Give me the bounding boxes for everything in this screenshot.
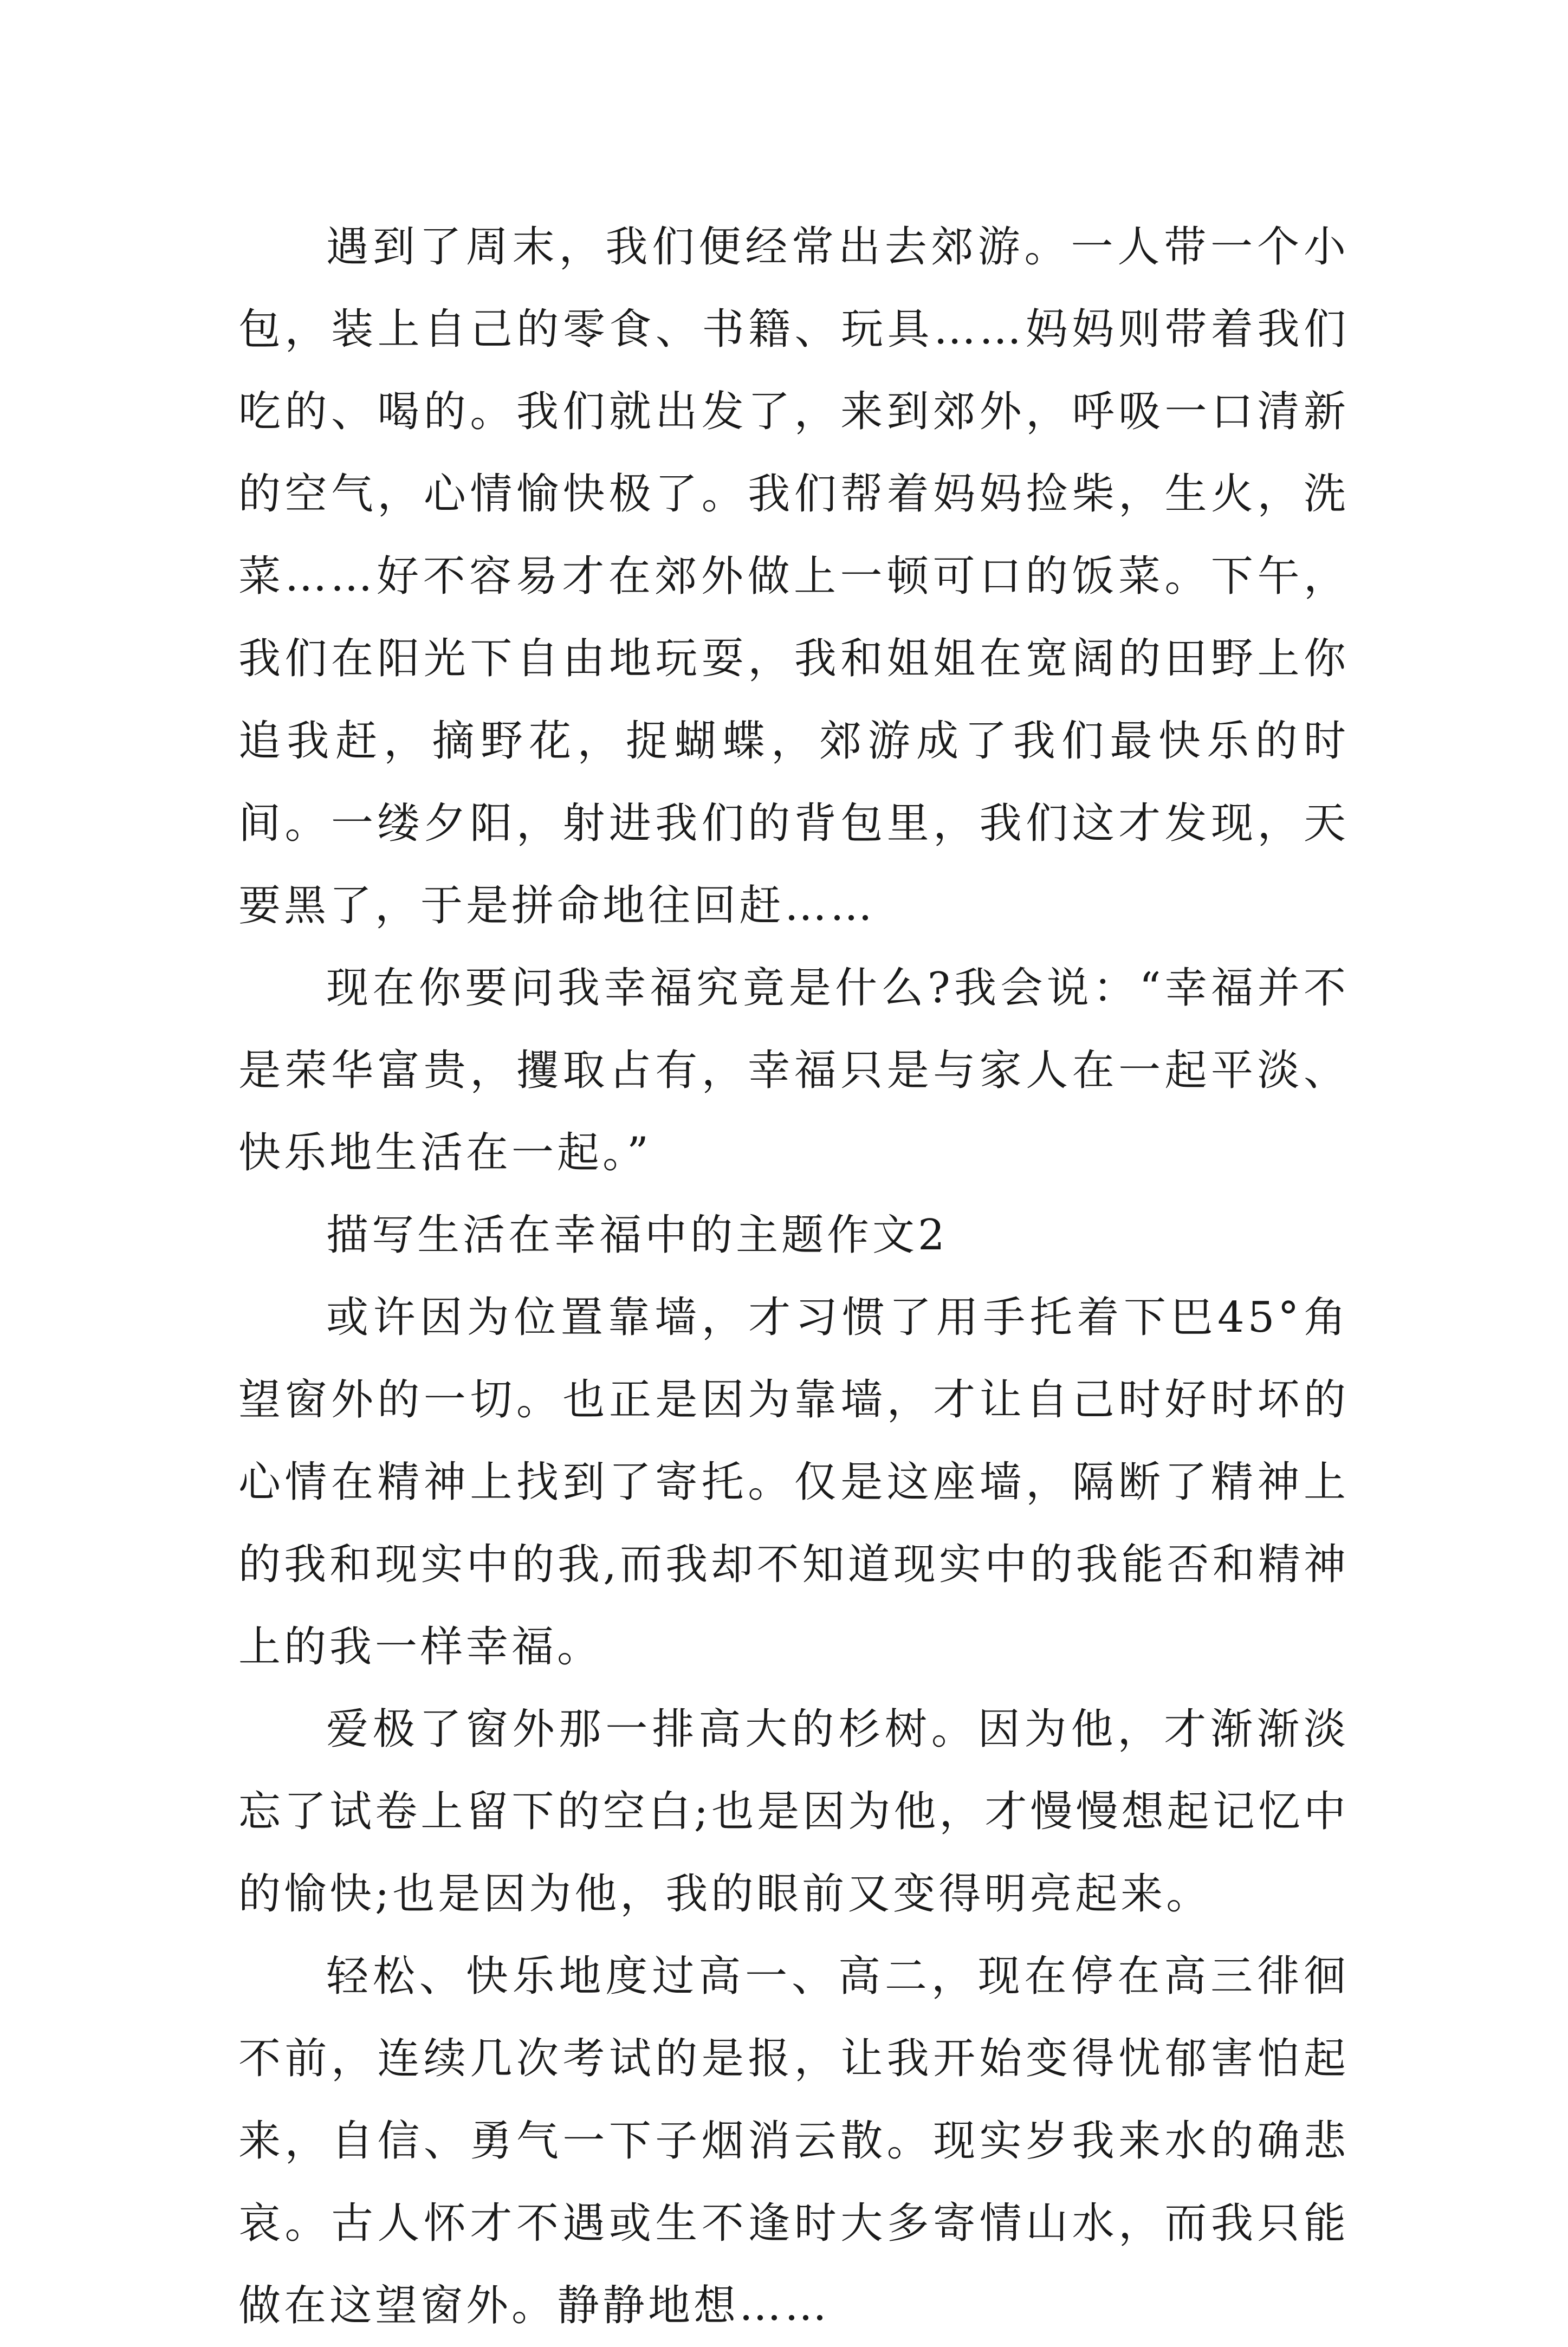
- paragraph-outing: 遇到了周末，我们便经常出去郊游。一人带一个小包，装上自己的零食、书籍、玩具……妈妈则带着我们吃的、喝的。我们就出发了，来到郊外，呼吸一口清新的空气，心情愉快极了。我们帮着妈妈捡柴，生火，洗菜……好不容易才在郊外做上一顿可口的饭菜。下午，我们在阳光下自由地玩耍，我和姐姐在宽阔的田野上你追我赶，摘野花，捉蝴蝶，郊游成了我们最快乐的时间。一缕夕阳，射进我们的背包里，我们这才发现，天要黑了，于是拼命地往回赶……: [238, 223, 1349, 930]
- document-body: [238, 206, 1349, 2347]
- paragraph-senior-year: 轻松、快乐地度过高一、高二，现在停在高三徘徊不前，连续几次考试的是报，让我开始变得忧郁害怕起来，自信、勇气一下子烟消云散。现实岁我来水的确悲哀。古人怀才不遇或生不逢时大多寄情山水，而我只能做在这望窗外。静静地想……: [238, 1952, 1349, 2330]
- paragraph-window-wall: 或许因为位置靠墙，才习惯了用手托着下巴45°角望窗外的一切。也正是因为靠墙，才让自己时好时坏的心情在精神上找到了寄托。仅是这座墙，隔断了精神上的我和现实中的我,而我却不知道现实中的我能否和精神上的我一样幸福。: [238, 1293, 1349, 1671]
- paragraph-fir-trees: 爱极了窗外那一排高大的杉树。因为他，才渐渐淡忘了试卷上留下的空白;也是因为他，才慢慢想起记忆中的愉快;也是因为他，我的眼前又变得明亮起来。: [238, 1705, 1349, 1918]
- essay-heading: 描写生活在幸福中的主题作文2: [326, 1211, 948, 1260]
- paragraph-happiness-answer: 现在你要问我幸福究竟是什么?我会说：“幸福并不是荣华富贵，攫取占有，幸福只是与家人在一起平淡、快乐地生活在一起。”: [238, 964, 1349, 1177]
